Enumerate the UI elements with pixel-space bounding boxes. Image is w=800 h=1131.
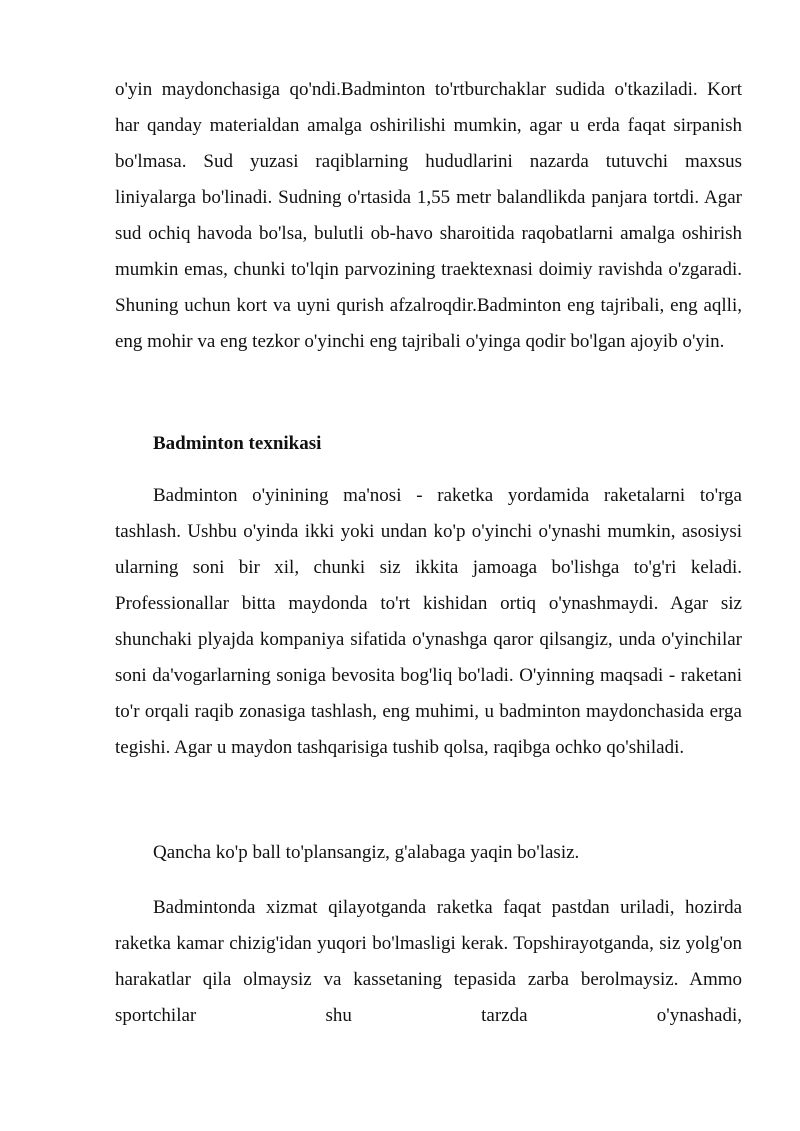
paragraph-badminton-meaning: Badminton o'yinining ma'nosi - raketka yordamida raketalarni to'rga tashlash. Ushbu o'yinda ikki yoki undan ko'p o'yinchi o'ynashi mumkin, asosiysi ularning soni bir xil, chunki siz ikkita jamoaga bo'lishga to'g'ri keladi. Professionallar bitta maydonda to'rt kishidan ortiq o'ynashmaydi. Agar siz shunchaki plyajda kompaniya sifatida o'ynashga qaror qilsangiz, unda o'yinchilar soni da'vogarlarning soniga bevosita bog'liq bo'ladi. O'yinning maqsadi - raketani to'r orqali raqib zonasiga tashlash, eng muhimi, u badminton maydonchasida erga tegishi. Agar u maydon tashqarisiga tushib qolsa, raqibga ochko qo'shiladi. (115, 485, 742, 758)
section-heading: Badminton texnikasi (153, 433, 322, 454)
paragraph-continuation: o'yin maydonchasiga qo'ndi.Badminton to'rtburchaklar sudida o'tkaziladi. Kort har qanday materialdan amalga oshirilishi mumkin, agar u erda faqat sirpanish bo'lmasa. Sud yuzasi raqiblarning hududlarini nazarda tutuvchi maxsus liniyalarga bo'linadi. Sudning o'rtasida 1,55 metr balandlikda panjara tortdi. Agar sud ochiq havoda bo'lsa, bulutli ob-havo sharoitida raqobatlarni amalga oshirish mumkin emas, chunki to'lqin parvozining traektexnasi doimiy ravishda o'zgaradi. Shuning uchun kort va uyni qurish afzalroqdir.Badminton eng tajribali, eng aqlli, eng mohir va eng tezkor o'yinchi eng tajribali o'yinga qodir bo'lgan ajoyib o'yin. (115, 79, 742, 352)
paragraph-service-rules: Badmintonda xizmat qilayotganda raketka faqat pastdan uriladi, hozirda raketka kamar chizig'idan yuqori bo'lmasligi kerak. Topshirayotganda, siz yolg'on harakatlar qila olmaysiz va kassetaning tepasida zarba berolmaysiz. Ammo sportchilar shu tarzda o'ynashadi, (115, 897, 742, 1026)
paragraph-points: Qancha ko'p ball to'plansangiz, g'alabaga yaqin bo'lasiz. (153, 842, 580, 863)
